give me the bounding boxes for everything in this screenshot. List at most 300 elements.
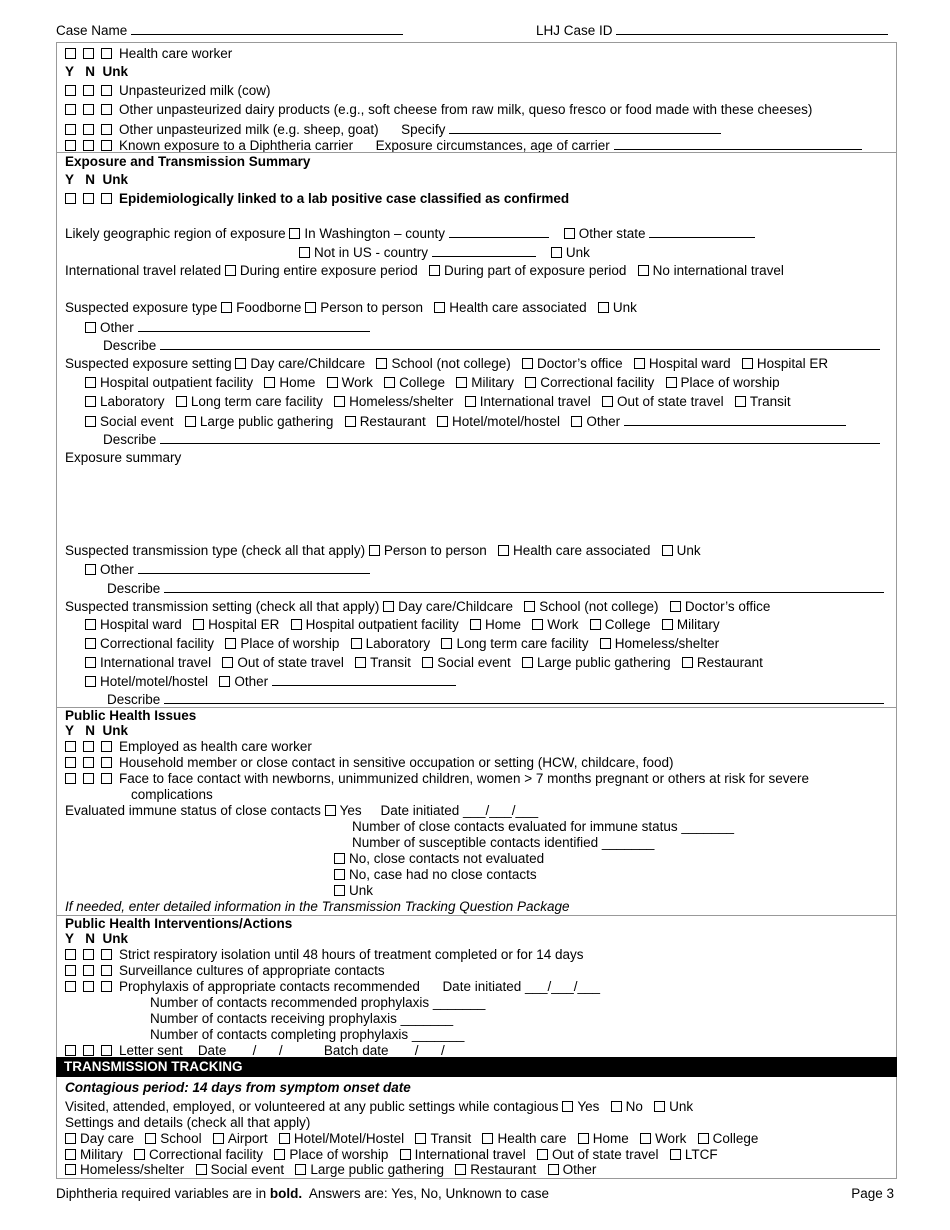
setting-checkbox[interactable] (225, 638, 236, 649)
setting-label: International travel (479, 394, 591, 409)
setting-label: Restaurant (359, 414, 426, 429)
lhj-case-id-label: LHJ Case ID (536, 23, 613, 38)
checkbox-n[interactable] (83, 773, 94, 784)
trans-setting-row-3 (85, 636, 719, 652)
describe-field[interactable] (160, 337, 880, 350)
face-to-face-row (65, 771, 809, 787)
checkbox-unk[interactable] (101, 193, 112, 204)
setting-label: Military (80, 1147, 123, 1162)
other-label: Other (100, 562, 134, 577)
setting-checkbox[interactable] (334, 396, 345, 407)
setting-label: Homeless/shelter (614, 636, 720, 651)
date-initiated-field[interactable]: Date initiated ___/___/___ (442, 979, 601, 994)
page-footer (56, 1186, 894, 1204)
setting-checkbox[interactable] (85, 657, 96, 668)
checkbox-n[interactable] (83, 85, 94, 96)
tracking-row-2 (65, 1147, 718, 1163)
in-washington-label: In Washington – county (304, 226, 445, 241)
part-period-label: During part of exposure period (443, 263, 627, 278)
setting-label: Laboratory (365, 636, 431, 651)
checkbox-unk[interactable] (101, 1045, 112, 1056)
person-to-person-checkbox[interactable] (369, 545, 380, 556)
trans-setting-row-5 (85, 673, 456, 690)
strict-isolation-label: Strict respiratory isolation until 48 hours of treatment completed or for 14 days (119, 947, 584, 962)
checkbox-y[interactable] (65, 773, 76, 784)
setting-checkbox[interactable] (383, 601, 394, 612)
specify-label: Specify (401, 122, 446, 137)
setting-checkbox[interactable] (662, 619, 673, 630)
setting-checkbox[interactable] (213, 1133, 224, 1144)
setting-label: Work (547, 617, 579, 632)
not-in-us-label: Not in US - country (314, 245, 429, 260)
setting-label: Large public gathering (537, 655, 671, 670)
unk-label: Unk (349, 883, 374, 898)
setting-label: International travel (414, 1147, 526, 1162)
setting-label: Out of state travel (617, 394, 724, 409)
other-milk-row (65, 121, 721, 138)
other-field[interactable] (624, 413, 846, 426)
unk-checkbox[interactable] (334, 885, 345, 896)
setting-checkbox[interactable] (85, 676, 96, 687)
y-label: Y (65, 931, 75, 946)
person-to-person-label: Person to person (383, 543, 487, 558)
phi-title: Public Health Issues (65, 708, 197, 723)
setting-label: Place of worship (680, 375, 780, 390)
transmission-tracking-section (56, 1077, 897, 1179)
setting-checkbox[interactable] (415, 1133, 426, 1144)
setting-checkbox[interactable] (522, 657, 533, 668)
footer-prefix: Diphtheria required variables are in (56, 1186, 267, 1201)
exposure-other-row (85, 319, 370, 336)
trans-setting-label: Suspected transmission setting (check all that apply) (65, 599, 380, 614)
describe-label: Describe (107, 581, 161, 596)
checkbox-unk[interactable] (101, 140, 112, 151)
checkbox-unk[interactable] (101, 48, 112, 59)
setting-label: Social event (437, 655, 511, 670)
setting-label: School (not college) (539, 599, 659, 614)
n-label: N (85, 172, 96, 187)
setting-label: Military (676, 617, 720, 632)
checkbox-unk[interactable] (101, 757, 112, 768)
country-field[interactable] (432, 244, 536, 257)
health-care-associated-label: Health care associated (513, 543, 651, 558)
setting-label: Hospital ER (756, 356, 829, 371)
tracking-row-1 (65, 1131, 758, 1147)
setting-checkbox[interactable] (351, 638, 362, 649)
exposure-sources-section (56, 42, 897, 153)
checkbox-n[interactable] (83, 48, 94, 59)
checkbox-n[interactable] (83, 981, 94, 992)
setting-label: Day care/Childcare (398, 599, 513, 614)
setting-checkbox[interactable] (196, 1164, 207, 1175)
strict-isolation-row (65, 947, 583, 963)
checkbox-y[interactable] (65, 48, 76, 59)
no-close-contacts-checkbox[interactable] (334, 869, 345, 880)
no-close-contacts-row (334, 867, 537, 883)
not-in-us-checkbox[interactable] (299, 247, 310, 258)
intl-travel-label: International travel related (65, 263, 222, 278)
other-checkbox[interactable] (85, 564, 96, 575)
setting-label: Transit (749, 394, 791, 409)
unk-checkbox[interactable] (598, 302, 609, 313)
setting-label: Hotel/Motel/Hostel (293, 1131, 405, 1146)
setting-label: Social event (100, 414, 174, 429)
employed-hcw-label: Employed as health care worker (119, 739, 312, 754)
setting-checkbox[interactable] (437, 416, 448, 427)
checkbox-n[interactable] (83, 140, 94, 151)
not-evaluated-label: No, close contacts not evaluated (349, 851, 545, 866)
y-label: Y (65, 172, 75, 187)
setting-label: Hospital ward (648, 356, 731, 371)
setting-checkbox[interactable] (345, 416, 356, 427)
case-name-field[interactable] (131, 22, 403, 35)
y-label: Y (65, 723, 75, 738)
setting-checkbox[interactable] (456, 377, 467, 388)
checkbox-y[interactable] (65, 1045, 76, 1056)
prophylaxis-label: Prophylaxis of appropriate contacts recommended (119, 979, 420, 994)
trans-setting-row-4 (85, 655, 763, 671)
public-health-issues-section (56, 707, 897, 916)
setting-checkbox[interactable] (291, 619, 302, 630)
setting-label: College (712, 1131, 759, 1146)
setting-checkbox[interactable] (602, 396, 613, 407)
describe-field[interactable] (160, 431, 880, 444)
checkbox-unk[interactable] (101, 741, 112, 752)
setting-checkbox[interactable] (525, 377, 536, 388)
checkbox-unk[interactable] (101, 965, 112, 976)
checkbox-y[interactable] (65, 965, 76, 976)
setting-label: Hospital ward (100, 617, 182, 632)
checkbox-n[interactable] (83, 104, 94, 115)
other-field[interactable] (272, 673, 456, 686)
setting-label: Long term care facility (456, 636, 589, 651)
trans-type-row (65, 543, 701, 559)
specify-field[interactable] (449, 121, 721, 134)
not-evaluated-row (334, 851, 544, 867)
setting-checkbox[interactable] (145, 1133, 156, 1144)
setting-label: Other (234, 674, 269, 689)
lhj-case-id-field[interactable] (616, 22, 888, 35)
num-recommended-field[interactable]: Number of contacts recommended prophylaxis _______ (150, 995, 486, 1010)
setting-checkbox[interactable] (85, 416, 96, 427)
suspected-setting-row (65, 356, 828, 372)
setting-row-2 (85, 375, 780, 391)
setting-checkbox[interactable] (455, 1164, 466, 1175)
setting-checkbox[interactable] (422, 657, 433, 668)
setting-checkbox[interactable] (65, 1164, 76, 1175)
n-label: N (85, 723, 96, 738)
setting-label: Correctional facility (100, 636, 215, 651)
setting-label: Day care (80, 1131, 135, 1146)
unk-label: Unk (102, 931, 129, 946)
describe-label: Describe (107, 692, 161, 707)
setting-label: Military (471, 375, 514, 390)
person-to-person-checkbox[interactable] (305, 302, 316, 313)
num-susceptible-field[interactable]: Number of susceptible contacts identified _______ (352, 835, 655, 850)
setting-label: College (604, 617, 651, 632)
setting-checkbox[interactable] (600, 638, 611, 649)
setting-checkbox[interactable] (532, 619, 543, 630)
no-checkbox[interactable] (611, 1101, 622, 1112)
checkbox-unk[interactable] (101, 773, 112, 784)
setting-checkbox[interactable] (571, 416, 582, 427)
not-in-us-row (299, 244, 590, 261)
setting-label: Day care/Childcare (250, 356, 366, 371)
part-period-checkbox[interactable] (429, 265, 440, 276)
footer-bold: bold. (269, 1186, 303, 1201)
setting-label: School (not college) (391, 356, 511, 371)
setting-checkbox[interactable] (441, 638, 452, 649)
ynu-header (65, 64, 128, 80)
trans-setting-row-2 (85, 617, 720, 633)
describe-field[interactable] (164, 580, 884, 593)
setting-label: Home (279, 375, 316, 390)
num-evaluated-field[interactable]: Number of close contacts evaluated for immune status _______ (352, 819, 734, 834)
other-state-label: Other state (578, 226, 646, 241)
checkbox-unk[interactable] (101, 124, 112, 135)
entire-period-checkbox[interactable] (225, 265, 236, 276)
n-label: N (85, 931, 96, 946)
setting-checkbox[interactable] (219, 676, 230, 687)
setting-label: Other (586, 414, 621, 429)
exposure-circumstances-field[interactable] (614, 137, 862, 150)
intl-travel-row (65, 263, 784, 279)
describe-label: Describe (103, 432, 157, 447)
checkbox-y[interactable] (65, 140, 76, 151)
setting-checkbox[interactable] (185, 416, 196, 427)
setting-checkbox[interactable] (482, 1133, 493, 1144)
setting-checkbox[interactable] (193, 619, 204, 630)
setting-label: Doctor’s office (684, 599, 771, 614)
setting-label: Health care (497, 1131, 567, 1146)
visited-label: Visited, attended, employed, or volunteered at any public settings while contagious (65, 1099, 559, 1114)
setting-checkbox[interactable] (742, 358, 753, 369)
checkbox-y[interactable] (65, 124, 76, 135)
page-number: Page 3 (851, 1186, 894, 1201)
face-to-face-continued: complications (131, 787, 213, 802)
setting-label: Home (484, 617, 521, 632)
setting-label: Hospital outpatient facility (305, 617, 459, 632)
trans-setting-row (65, 599, 770, 615)
setting-checkbox[interactable] (666, 377, 677, 388)
exposure-title: Exposure and Transmission Summary (65, 154, 311, 169)
setting-label: Transit (430, 1131, 472, 1146)
describe-label: Describe (103, 338, 157, 353)
foodborne-checkbox[interactable] (221, 302, 232, 313)
setting-label: Social event (210, 1162, 285, 1177)
unk-checkbox[interactable] (654, 1101, 665, 1112)
setting-label: Laboratory (100, 394, 165, 409)
setting-checkbox[interactable] (222, 657, 233, 668)
setting-checkbox[interactable] (134, 1149, 145, 1160)
checkbox-n[interactable] (83, 124, 94, 135)
checkbox-n[interactable] (83, 1045, 94, 1056)
health-care-associated-checkbox[interactable] (498, 545, 509, 556)
person-to-person-label: Person to person (320, 300, 424, 315)
setting-checkbox[interactable] (735, 396, 746, 407)
other-state-checkbox[interactable] (564, 228, 575, 239)
setting-checkbox[interactable] (400, 1149, 411, 1160)
setting-label: Hospital outpatient facility (100, 375, 254, 390)
setting-label: Work (341, 375, 373, 390)
yes-checkbox[interactable] (562, 1101, 573, 1112)
setting-checkbox[interactable] (264, 377, 275, 388)
setting-checkbox[interactable] (85, 638, 96, 649)
entire-period-label: During entire exposure period (239, 263, 418, 278)
setting-checkbox[interactable] (274, 1149, 285, 1160)
setting-checkbox[interactable] (670, 1149, 681, 1160)
checkbox-y[interactable] (65, 104, 76, 115)
health-care-worker-label: Health care worker (119, 46, 233, 61)
setting-label: International travel (100, 655, 212, 670)
setting-checkbox[interactable] (384, 377, 395, 388)
setting-checkbox[interactable] (524, 601, 535, 612)
setting-checkbox[interactable] (85, 396, 96, 407)
surveillance-row (65, 963, 385, 979)
setting-label: College (399, 375, 445, 390)
suspected-type-row (65, 300, 637, 316)
checkbox-y[interactable] (65, 85, 76, 96)
setting-checkbox[interactable] (376, 358, 387, 369)
setting-checkbox[interactable] (235, 358, 246, 369)
batch-date-field[interactable]: Batch date ___/___/___ (323, 1043, 468, 1057)
n-label: N (85, 64, 96, 79)
employed-hcw-row (65, 739, 312, 755)
unk-row (334, 883, 373, 899)
checkbox-y[interactable] (65, 757, 76, 768)
setting-checkbox[interactable] (176, 396, 187, 407)
health-care-worker-row (65, 46, 232, 62)
describe-field[interactable] (164, 691, 884, 704)
checkbox-y[interactable] (65, 741, 76, 752)
suspected-type-label: Suspected exposure type (65, 300, 218, 315)
in-washington-checkbox[interactable] (289, 228, 300, 239)
foodborne-label: Foodborne (236, 300, 302, 315)
county-field[interactable] (449, 225, 549, 238)
num-completing-field[interactable]: Number of contacts completing prophylaxis _______ (150, 1027, 465, 1042)
setting-checkbox[interactable] (640, 1133, 651, 1144)
not-evaluated-checkbox[interactable] (334, 853, 345, 864)
setting-label: Correctional facility (540, 375, 655, 390)
setting-checkbox[interactable] (522, 358, 533, 369)
setting-checkbox[interactable] (355, 657, 366, 668)
setting-label: Hotel/motel/hostel (452, 414, 561, 429)
setting-checkbox[interactable] (590, 619, 601, 630)
contagious-period: Contagious period: 14 days from symptom onset date (65, 1080, 411, 1095)
other-field[interactable] (138, 561, 370, 574)
setting-checkbox[interactable] (537, 1149, 548, 1160)
setting-label: Hospital ER (208, 617, 280, 632)
letter-date-field[interactable]: Date ___/___/___ (197, 1043, 306, 1057)
setting-checkbox[interactable] (682, 657, 693, 668)
date-initiated-field[interactable]: Date initiated ___/___/___ (380, 803, 539, 818)
unk-checkbox[interactable] (551, 247, 562, 258)
checkbox-unk[interactable] (101, 85, 112, 96)
setting-checkbox[interactable] (698, 1133, 709, 1144)
setting-checkbox[interactable] (470, 619, 481, 630)
settings-details-label: Settings and details (check all that apply) (65, 1115, 311, 1130)
no-intl-label: No international travel (652, 263, 784, 278)
setting-checkbox[interactable] (295, 1164, 306, 1175)
page-header (56, 22, 894, 40)
evaluated-row (65, 803, 538, 819)
no-intl-checkbox[interactable] (638, 265, 649, 276)
setting-label: Long term care facility (190, 394, 323, 409)
letter-sent-row (65, 1043, 467, 1057)
trans-setting-describe-row (107, 691, 884, 708)
other-state-field[interactable] (649, 225, 755, 238)
setting-checkbox[interactable] (279, 1133, 290, 1144)
other-checkbox[interactable] (85, 322, 96, 333)
setting-label: Other (562, 1162, 597, 1177)
health-care-associated-checkbox[interactable] (434, 302, 445, 313)
evaluated-label: Evaluated immune status of close contacts (65, 803, 321, 818)
setting-checkbox[interactable] (548, 1164, 559, 1175)
trans-other-row (85, 561, 370, 578)
checkbox-y[interactable] (65, 949, 76, 960)
num-receiving-field[interactable]: Number of contacts receiving prophylaxis _______ (150, 1011, 454, 1026)
unk-checkbox[interactable] (662, 545, 673, 556)
checkbox-y[interactable] (65, 981, 76, 992)
setting-label: Large public gathering (199, 414, 334, 429)
checkbox-unk[interactable] (101, 949, 112, 960)
setting-label: Large public gathering (310, 1162, 444, 1177)
known-exposure-row (65, 137, 862, 153)
checkbox-unk[interactable] (101, 104, 112, 115)
setting-label: Correctional facility (149, 1147, 264, 1162)
setting-label: Airport (227, 1131, 268, 1146)
setting-checkbox[interactable] (85, 619, 96, 630)
checkbox-unk[interactable] (101, 981, 112, 992)
exposure-describe-row (103, 337, 880, 354)
checkbox-y[interactable] (65, 193, 76, 204)
likely-region-row (65, 225, 755, 242)
yes-checkbox[interactable] (325, 805, 336, 816)
footer-suffix: Answers are: Yes, No, Unknown to case (308, 1186, 550, 1201)
exposure-transmission-section (56, 152, 897, 708)
setting-checkbox[interactable] (670, 601, 681, 612)
setting-checkbox[interactable] (65, 1149, 76, 1160)
ynu-header (65, 172, 128, 188)
unk-label: Unk (669, 1099, 694, 1114)
no-label: No (625, 1099, 643, 1114)
unk-label: Unk (565, 245, 590, 260)
setting-checkbox[interactable] (465, 396, 476, 407)
no-close-contacts-label: No, case had no close contacts (349, 867, 537, 882)
checkbox-n[interactable] (83, 741, 94, 752)
unk-label: Unk (102, 64, 129, 79)
checkbox-n[interactable] (83, 949, 94, 960)
setting-checkbox[interactable] (65, 1133, 76, 1144)
household-member-row (65, 755, 674, 771)
unpasteurized-milk-row (65, 83, 271, 99)
setting-checkbox[interactable] (327, 377, 338, 388)
case-name-label: Case Name (56, 23, 128, 38)
checkbox-n[interactable] (83, 965, 94, 976)
suspected-setting-label: Suspected exposure setting (65, 356, 232, 371)
checkbox-n[interactable] (83, 757, 94, 768)
unk-label: Unk (612, 300, 637, 315)
checkbox-n[interactable] (83, 193, 94, 204)
letter-sent-label: Letter sent (119, 1043, 183, 1057)
setting-checkbox[interactable] (634, 358, 645, 369)
setting-checkbox[interactable] (578, 1133, 589, 1144)
transmission-tracking-bar: TRANSMISSION TRACKING (56, 1057, 897, 1077)
setting-checkbox[interactable] (85, 377, 96, 388)
trans-type-label: Suspected transmission type (check all that apply) (65, 543, 366, 558)
other-field[interactable] (138, 319, 370, 332)
likely-region-label: Likely geographic region of exposure (65, 226, 286, 241)
